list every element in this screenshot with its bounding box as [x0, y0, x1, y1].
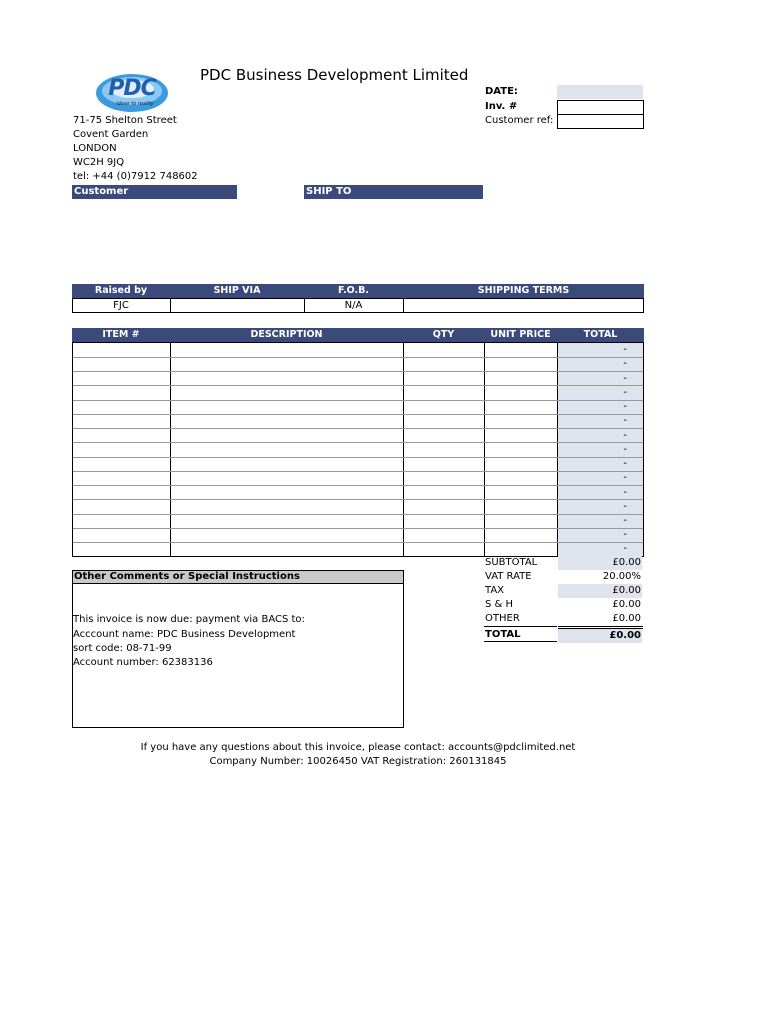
- sh-label: S & H: [485, 599, 514, 610]
- customer-ref-field[interactable]: [557, 114, 644, 129]
- ship-to-header: [304, 185, 483, 199]
- ship-to-header-label: SHIP TO: [306, 186, 352, 197]
- customer-header-label: Customer: [74, 186, 129, 197]
- header-unit-price: UNIT PRICE: [490, 329, 551, 340]
- logo-tagline: ideas to reality: [116, 101, 154, 107]
- comments-title: Other Comments or Special Instructions: [74, 571, 300, 582]
- customer-ref-label: Customer ref:: [485, 115, 554, 126]
- other-label: OTHER: [485, 613, 520, 624]
- header-ship-via: SHIP VIA: [213, 285, 261, 296]
- logo-text: PDC: [108, 76, 156, 101]
- row-total: -: [623, 401, 627, 412]
- subtotal-label: SUBTOTAL: [485, 557, 538, 568]
- comments-line-2: Acccount name: PDC Business Development: [73, 629, 296, 640]
- row-total: -: [623, 487, 627, 498]
- vat-rate-label: VAT RATE: [485, 571, 532, 582]
- address-line-3: LONDON: [73, 143, 117, 154]
- items-divider: [484, 342, 485, 557]
- footer-registration: Company Number: 10026450 VAT Registration: 260131845: [209, 756, 507, 767]
- invoice-number-field[interactable]: [557, 100, 644, 115]
- row-total: -: [623, 373, 627, 384]
- address-phone: tel: +44 (0)7912 748602: [73, 171, 198, 182]
- shipping-terms-value[interactable]: [403, 299, 644, 312]
- tax-label: TAX: [485, 585, 505, 596]
- header-qty: QTY: [432, 329, 455, 340]
- row-total: -: [623, 458, 627, 469]
- fob-value[interactable]: N/A: [344, 300, 363, 311]
- row-total: -: [623, 529, 627, 540]
- comments-line-4: Account number: 62383136: [73, 657, 213, 668]
- row-total: -: [623, 344, 627, 355]
- raised-by-value[interactable]: FJC: [113, 300, 129, 311]
- row-total: -: [623, 415, 627, 426]
- other-underline: [484, 626, 557, 627]
- header-fob: F.O.B.: [337, 285, 370, 296]
- vat-rate-value[interactable]: 20.00%: [602, 571, 641, 582]
- company-logo: [94, 72, 170, 114]
- row-total: -: [623, 444, 627, 455]
- header-raised-by: Raised by: [94, 285, 148, 296]
- items-divider: [403, 342, 404, 557]
- invoice-number-label: Inv. #: [485, 101, 518, 112]
- footer-contact: If you have any questions about this invoice, please contact: accounts@pdclimited.net: [140, 742, 576, 753]
- total-value: £0.00: [558, 629, 642, 643]
- date-field[interactable]: [557, 85, 643, 99]
- comments-header: [72, 570, 404, 584]
- other-value[interactable]: £0.00: [612, 613, 641, 624]
- address-line-4: WC2H 9JQ: [73, 157, 125, 168]
- row-total: -: [623, 501, 627, 512]
- company-name: PDC Business Development Limited: [200, 66, 469, 84]
- row-total: -: [623, 430, 627, 441]
- row-total: -: [623, 387, 627, 398]
- comments-line-3: sort code: 08-71-99: [73, 643, 172, 654]
- row-total: -: [623, 543, 627, 554]
- header-item-number: ITEM #: [102, 329, 140, 340]
- date-label: DATE:: [485, 86, 518, 97]
- customer-header: [72, 185, 237, 199]
- header-shipping-terms: SHIPPING TERMS: [477, 285, 570, 296]
- total-label: TOTAL: [485, 629, 521, 640]
- row-total: -: [623, 472, 627, 483]
- row-total: -: [623, 358, 627, 369]
- total-label-underline: [484, 641, 557, 642]
- address-line-1: 71-75 Shelton Street: [73, 115, 177, 126]
- items-divider: [170, 342, 171, 557]
- ship-via-value[interactable]: [170, 299, 304, 312]
- address-line-2: Covent Garden: [73, 129, 149, 140]
- subtotal-value: £0.00: [558, 556, 642, 570]
- row-total: -: [623, 515, 627, 526]
- comments-line-1: This invoice is now due: payment via BACS to:: [73, 614, 305, 625]
- header-total: TOTAL: [583, 329, 618, 340]
- sh-value[interactable]: £0.00: [612, 599, 641, 610]
- header-description: DESCRIPTION: [250, 329, 323, 340]
- tax-value: £0.00: [558, 584, 642, 598]
